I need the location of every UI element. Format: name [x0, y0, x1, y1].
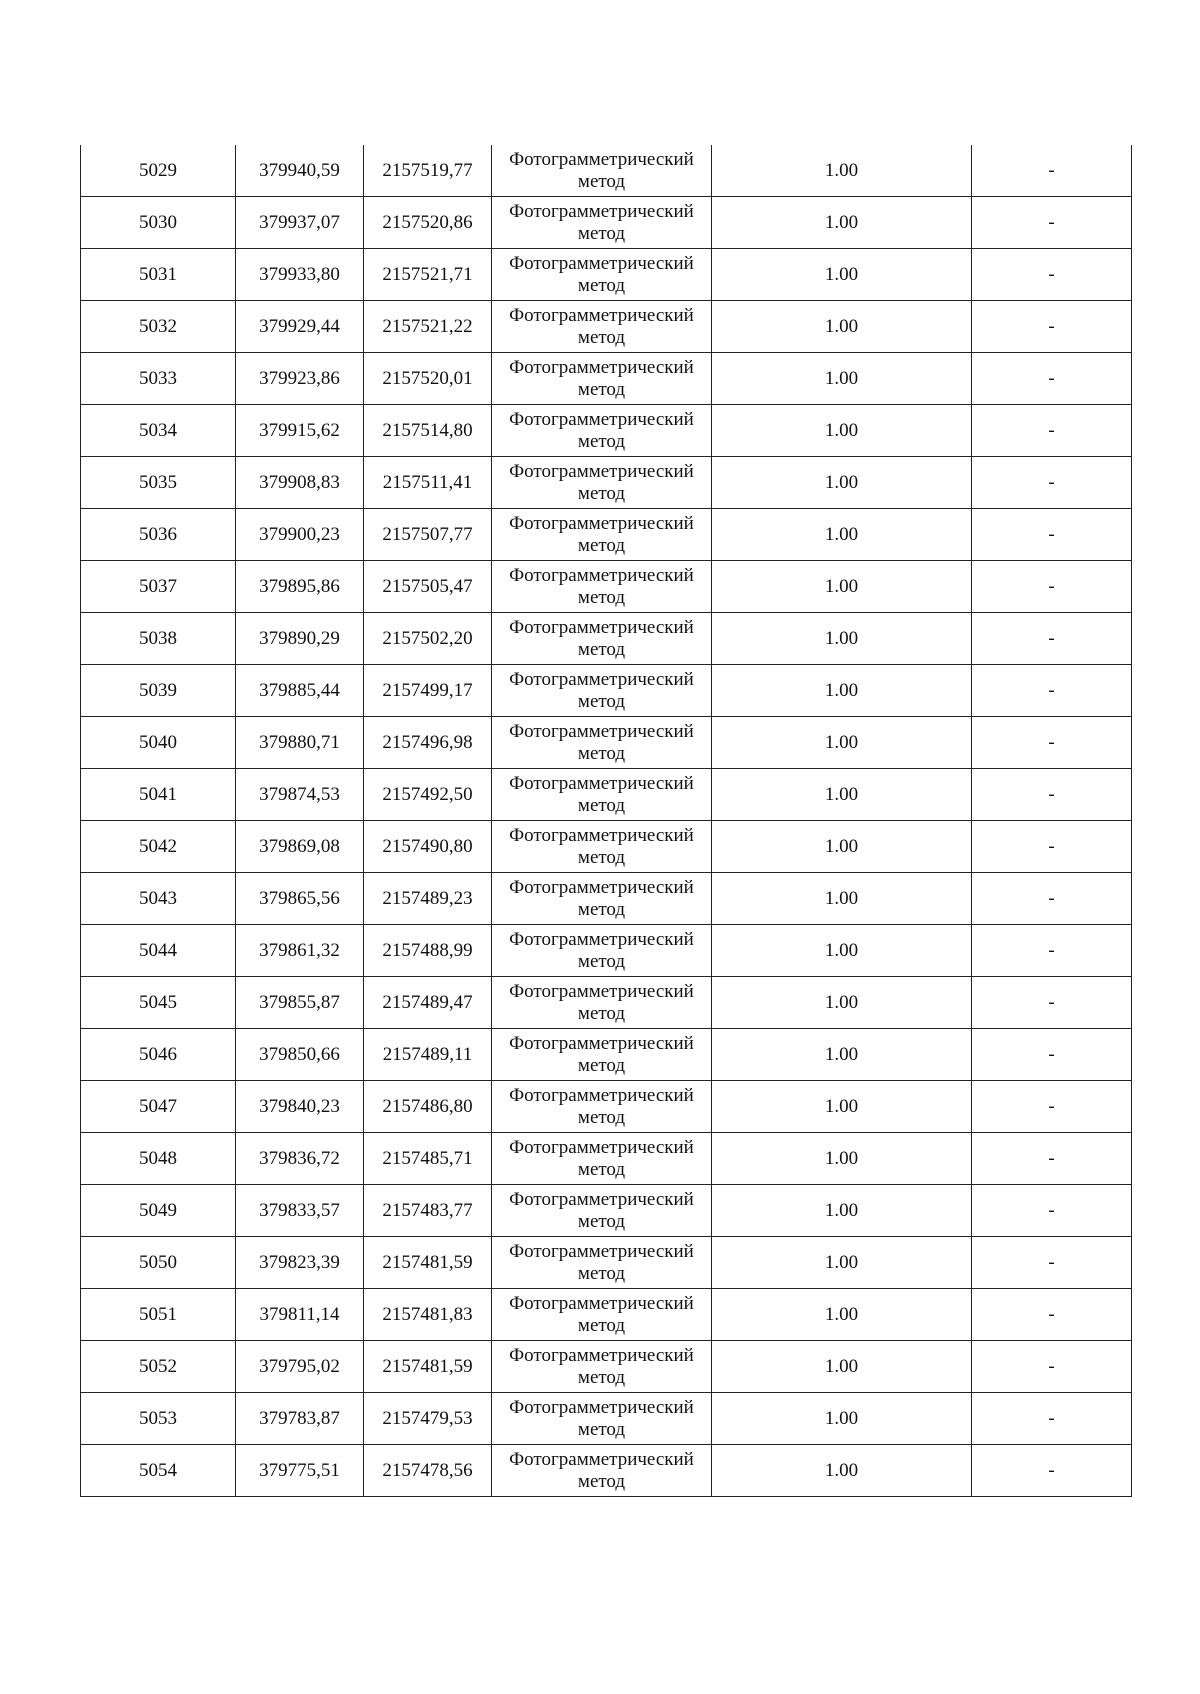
method-line-2: метод [577, 430, 626, 452]
table-row [81, 1029, 1132, 1081]
note-cell: - [972, 977, 1132, 1029]
note-cell: - [972, 457, 1132, 509]
note-cell: - [972, 717, 1132, 769]
method-cell [492, 821, 712, 873]
y-coordinate-cell: 2157479,53 [364, 1393, 492, 1445]
x-coordinate-cell: 379874,53 [236, 769, 364, 821]
point-number-cell: 5033 [81, 353, 236, 405]
x-coordinate-cell: 379840,23 [236, 1081, 364, 1133]
note-cell: - [972, 145, 1132, 197]
y-coordinate-cell: 2157490,80 [364, 821, 492, 873]
method-cell [492, 1029, 712, 1081]
method-line-2: метод [577, 794, 626, 816]
point-number-cell: 5047 [81, 1081, 236, 1133]
accuracy-cell: 1.00 [712, 1237, 972, 1289]
method-line-2: метод [577, 1106, 626, 1128]
table-row [81, 613, 1132, 665]
point-number-cell: 5037 [81, 561, 236, 613]
note-cell: - [972, 665, 1132, 717]
y-coordinate-cell: 2157483,77 [364, 1185, 492, 1237]
table-row [81, 665, 1132, 717]
accuracy-cell: 1.00 [712, 405, 972, 457]
table-row [81, 249, 1132, 301]
method-line-2: метод [577, 534, 626, 556]
table-row [81, 1185, 1132, 1237]
y-coordinate-cell: 2157481,59 [364, 1341, 492, 1393]
method-line-2: метод [577, 1002, 626, 1024]
note-cell: - [972, 613, 1132, 665]
note-cell: - [972, 821, 1132, 873]
method-line-1: Фотограмметрический [509, 460, 694, 482]
method-cell [492, 717, 712, 769]
method-line-1: Фотограмметрический [509, 616, 694, 638]
method-line-2: метод [577, 1262, 626, 1284]
y-coordinate-cell: 2157485,71 [364, 1133, 492, 1185]
note-cell: - [972, 925, 1132, 977]
note-cell: - [972, 1445, 1132, 1497]
table-row [81, 1445, 1132, 1497]
table-row [81, 1133, 1132, 1185]
table-row [81, 873, 1132, 925]
method-cell [492, 1133, 712, 1185]
accuracy-cell: 1.00 [712, 613, 972, 665]
method-cell [492, 1289, 712, 1341]
note-cell: - [972, 1341, 1132, 1393]
accuracy-cell: 1.00 [712, 717, 972, 769]
accuracy-cell: 1.00 [712, 977, 972, 1029]
note-cell: - [972, 1393, 1132, 1445]
method-cell [492, 353, 712, 405]
note-cell: - [972, 1133, 1132, 1185]
method-cell [492, 1185, 712, 1237]
method-line-1: Фотограмметрический [509, 928, 694, 950]
y-coordinate-cell: 2157519,77 [364, 145, 492, 197]
x-coordinate-cell: 379861,32 [236, 925, 364, 977]
accuracy-cell: 1.00 [712, 1029, 972, 1081]
accuracy-cell: 1.00 [712, 821, 972, 873]
method-cell [492, 1237, 712, 1289]
x-coordinate-cell: 379890,29 [236, 613, 364, 665]
x-coordinate-cell: 379869,08 [236, 821, 364, 873]
point-number-cell: 5038 [81, 613, 236, 665]
method-line-1: Фотограмметрический [509, 564, 694, 586]
table-row [81, 145, 1132, 197]
method-line-2: метод [577, 1210, 626, 1232]
y-coordinate-cell: 2157488,99 [364, 925, 492, 977]
method-cell [492, 1341, 712, 1393]
y-coordinate-cell: 2157521,22 [364, 301, 492, 353]
method-line-1: Фотограмметрический [509, 408, 694, 430]
table-row [81, 1289, 1132, 1341]
point-number-cell: 5043 [81, 873, 236, 925]
point-number-cell: 5034 [81, 405, 236, 457]
method-line-2: метод [577, 1366, 626, 1388]
method-cell [492, 769, 712, 821]
method-cell [492, 301, 712, 353]
table-row [81, 301, 1132, 353]
accuracy-cell: 1.00 [712, 925, 972, 977]
method-line-1: Фотограмметрический [509, 252, 694, 274]
method-cell [492, 977, 712, 1029]
note-cell: - [972, 1081, 1132, 1133]
method-line-1: Фотограмметрический [509, 1344, 694, 1366]
table-row [81, 457, 1132, 509]
y-coordinate-cell: 2157489,11 [364, 1029, 492, 1081]
accuracy-cell: 1.00 [712, 561, 972, 613]
method-cell [492, 1445, 712, 1497]
point-number-cell: 5050 [81, 1237, 236, 1289]
table-row [81, 509, 1132, 561]
note-cell: - [972, 249, 1132, 301]
point-number-cell: 5030 [81, 197, 236, 249]
method-line-2: метод [577, 378, 626, 400]
y-coordinate-cell: 2157496,98 [364, 717, 492, 769]
note-cell: - [972, 873, 1132, 925]
method-line-1: Фотограмметрический [509, 668, 694, 690]
coordinates-table [80, 145, 1132, 1497]
y-coordinate-cell: 2157505,47 [364, 561, 492, 613]
point-number-cell: 5029 [81, 145, 236, 197]
y-coordinate-cell: 2157486,80 [364, 1081, 492, 1133]
method-line-2: метод [577, 222, 626, 244]
note-cell: - [972, 1237, 1132, 1289]
method-line-2: метод [577, 1314, 626, 1336]
y-coordinate-cell: 2157499,17 [364, 665, 492, 717]
y-coordinate-cell: 2157507,77 [364, 509, 492, 561]
y-coordinate-cell: 2157481,83 [364, 1289, 492, 1341]
method-line-1: Фотограмметрический [509, 980, 694, 1002]
accuracy-cell: 1.00 [712, 353, 972, 405]
accuracy-cell: 1.00 [712, 1393, 972, 1445]
y-coordinate-cell: 2157492,50 [364, 769, 492, 821]
x-coordinate-cell: 379908,83 [236, 457, 364, 509]
method-line-2: метод [577, 1470, 626, 1492]
x-coordinate-cell: 379811,14 [236, 1289, 364, 1341]
method-cell [492, 873, 712, 925]
x-coordinate-cell: 379850,66 [236, 1029, 364, 1081]
accuracy-cell: 1.00 [712, 1133, 972, 1185]
accuracy-cell: 1.00 [712, 873, 972, 925]
method-line-1: Фотограмметрический [509, 1188, 694, 1210]
point-number-cell: 5054 [81, 1445, 236, 1497]
method-line-2: метод [577, 690, 626, 712]
note-cell: - [972, 353, 1132, 405]
x-coordinate-cell: 379783,87 [236, 1393, 364, 1445]
point-number-cell: 5041 [81, 769, 236, 821]
method-line-1: Фотограмметрический [509, 876, 694, 898]
point-number-cell: 5044 [81, 925, 236, 977]
accuracy-cell: 1.00 [712, 301, 972, 353]
method-cell [492, 1081, 712, 1133]
note-cell: - [972, 1029, 1132, 1081]
method-line-1: Фотограмметрический [509, 1396, 694, 1418]
method-line-1: Фотограмметрический [509, 1240, 694, 1262]
method-line-1: Фотограмметрический [509, 1136, 694, 1158]
method-line-2: метод [577, 638, 626, 660]
x-coordinate-cell: 379865,56 [236, 873, 364, 925]
method-line-2: метод [577, 898, 626, 920]
point-number-cell: 5046 [81, 1029, 236, 1081]
note-cell: - [972, 405, 1132, 457]
y-coordinate-cell: 2157481,59 [364, 1237, 492, 1289]
point-number-cell: 5051 [81, 1289, 236, 1341]
x-coordinate-cell: 379895,86 [236, 561, 364, 613]
x-coordinate-cell: 379933,80 [236, 249, 364, 301]
x-coordinate-cell: 379880,71 [236, 717, 364, 769]
method-line-2: метод [577, 1158, 626, 1180]
point-number-cell: 5052 [81, 1341, 236, 1393]
table-row [81, 717, 1132, 769]
point-number-cell: 5048 [81, 1133, 236, 1185]
y-coordinate-cell: 2157520,01 [364, 353, 492, 405]
x-coordinate-cell: 379900,23 [236, 509, 364, 561]
accuracy-cell: 1.00 [712, 145, 972, 197]
y-coordinate-cell: 2157521,71 [364, 249, 492, 301]
point-number-cell: 5042 [81, 821, 236, 873]
note-cell: - [972, 301, 1132, 353]
coordinates-table-body [81, 145, 1132, 1497]
method-line-2: метод [577, 170, 626, 192]
note-cell: - [972, 1289, 1132, 1341]
table-row [81, 769, 1132, 821]
x-coordinate-cell: 379823,39 [236, 1237, 364, 1289]
method-cell [492, 405, 712, 457]
table-row [81, 977, 1132, 1029]
point-number-cell: 5032 [81, 301, 236, 353]
table-row [81, 353, 1132, 405]
method-line-2: метод [577, 1054, 626, 1076]
x-coordinate-cell: 379929,44 [236, 301, 364, 353]
method-line-1: Фотограмметрический [509, 824, 694, 846]
x-coordinate-cell: 379836,72 [236, 1133, 364, 1185]
accuracy-cell: 1.00 [712, 769, 972, 821]
method-cell [492, 613, 712, 665]
y-coordinate-cell: 2157478,56 [364, 1445, 492, 1497]
method-line-1: Фотограмметрический [509, 200, 694, 222]
accuracy-cell: 1.00 [712, 1081, 972, 1133]
method-cell [492, 1393, 712, 1445]
method-line-1: Фотограмметрический [509, 1032, 694, 1054]
method-cell [492, 457, 712, 509]
method-line-2: метод [577, 326, 626, 348]
x-coordinate-cell: 379923,86 [236, 353, 364, 405]
x-coordinate-cell: 379915,62 [236, 405, 364, 457]
table-row [81, 1237, 1132, 1289]
x-coordinate-cell: 379855,87 [236, 977, 364, 1029]
method-line-1: Фотограмметрический [509, 772, 694, 794]
accuracy-cell: 1.00 [712, 1445, 972, 1497]
table-row [81, 1081, 1132, 1133]
table-row [81, 561, 1132, 613]
note-cell: - [972, 197, 1132, 249]
method-line-2: метод [577, 482, 626, 504]
x-coordinate-cell: 379833,57 [236, 1185, 364, 1237]
method-line-2: метод [577, 1418, 626, 1440]
method-line-2: метод [577, 742, 626, 764]
method-cell [492, 197, 712, 249]
y-coordinate-cell: 2157489,47 [364, 977, 492, 1029]
point-number-cell: 5036 [81, 509, 236, 561]
method-line-1: Фотограмметрический [509, 356, 694, 378]
y-coordinate-cell: 2157520,86 [364, 197, 492, 249]
method-line-1: Фотограмметрический [509, 1084, 694, 1106]
note-cell: - [972, 509, 1132, 561]
method-line-1: Фотограмметрический [509, 148, 694, 170]
table-row [81, 1393, 1132, 1445]
accuracy-cell: 1.00 [712, 457, 972, 509]
accuracy-cell: 1.00 [712, 665, 972, 717]
accuracy-cell: 1.00 [712, 1185, 972, 1237]
method-cell [492, 925, 712, 977]
y-coordinate-cell: 2157514,80 [364, 405, 492, 457]
table-row [81, 405, 1132, 457]
table-row [81, 1341, 1132, 1393]
table-row [81, 197, 1132, 249]
point-number-cell: 5035 [81, 457, 236, 509]
x-coordinate-cell: 379795,02 [236, 1341, 364, 1393]
point-number-cell: 5049 [81, 1185, 236, 1237]
accuracy-cell: 1.00 [712, 249, 972, 301]
y-coordinate-cell: 2157502,20 [364, 613, 492, 665]
x-coordinate-cell: 379940,59 [236, 145, 364, 197]
note-cell: - [972, 561, 1132, 613]
method-line-1: Фотограмметрический [509, 1448, 694, 1470]
accuracy-cell: 1.00 [712, 509, 972, 561]
accuracy-cell: 1.00 [712, 1341, 972, 1393]
method-line-1: Фотограмметрический [509, 720, 694, 742]
point-number-cell: 5039 [81, 665, 236, 717]
point-number-cell: 5045 [81, 977, 236, 1029]
method-line-2: метод [577, 950, 626, 972]
method-cell [492, 249, 712, 301]
accuracy-cell: 1.00 [712, 1289, 972, 1341]
point-number-cell: 5031 [81, 249, 236, 301]
x-coordinate-cell: 379775,51 [236, 1445, 364, 1497]
note-cell: - [972, 1185, 1132, 1237]
method-line-2: метод [577, 586, 626, 608]
point-number-cell: 5053 [81, 1393, 236, 1445]
method-line-2: метод [577, 274, 626, 296]
y-coordinate-cell: 2157511,41 [364, 457, 492, 509]
method-line-2: метод [577, 846, 626, 868]
method-cell [492, 665, 712, 717]
note-cell: - [972, 769, 1132, 821]
x-coordinate-cell: 379937,07 [236, 197, 364, 249]
x-coordinate-cell: 379885,44 [236, 665, 364, 717]
accuracy-cell: 1.00 [712, 197, 972, 249]
method-cell [492, 509, 712, 561]
y-coordinate-cell: 2157489,23 [364, 873, 492, 925]
method-cell [492, 145, 712, 197]
method-line-1: Фотограмметрический [509, 1292, 694, 1314]
table-row [81, 925, 1132, 977]
method-cell [492, 561, 712, 613]
point-number-cell: 5040 [81, 717, 236, 769]
table-row [81, 821, 1132, 873]
method-line-1: Фотограмметрический [509, 512, 694, 534]
method-line-1: Фотограмметрический [509, 304, 694, 326]
